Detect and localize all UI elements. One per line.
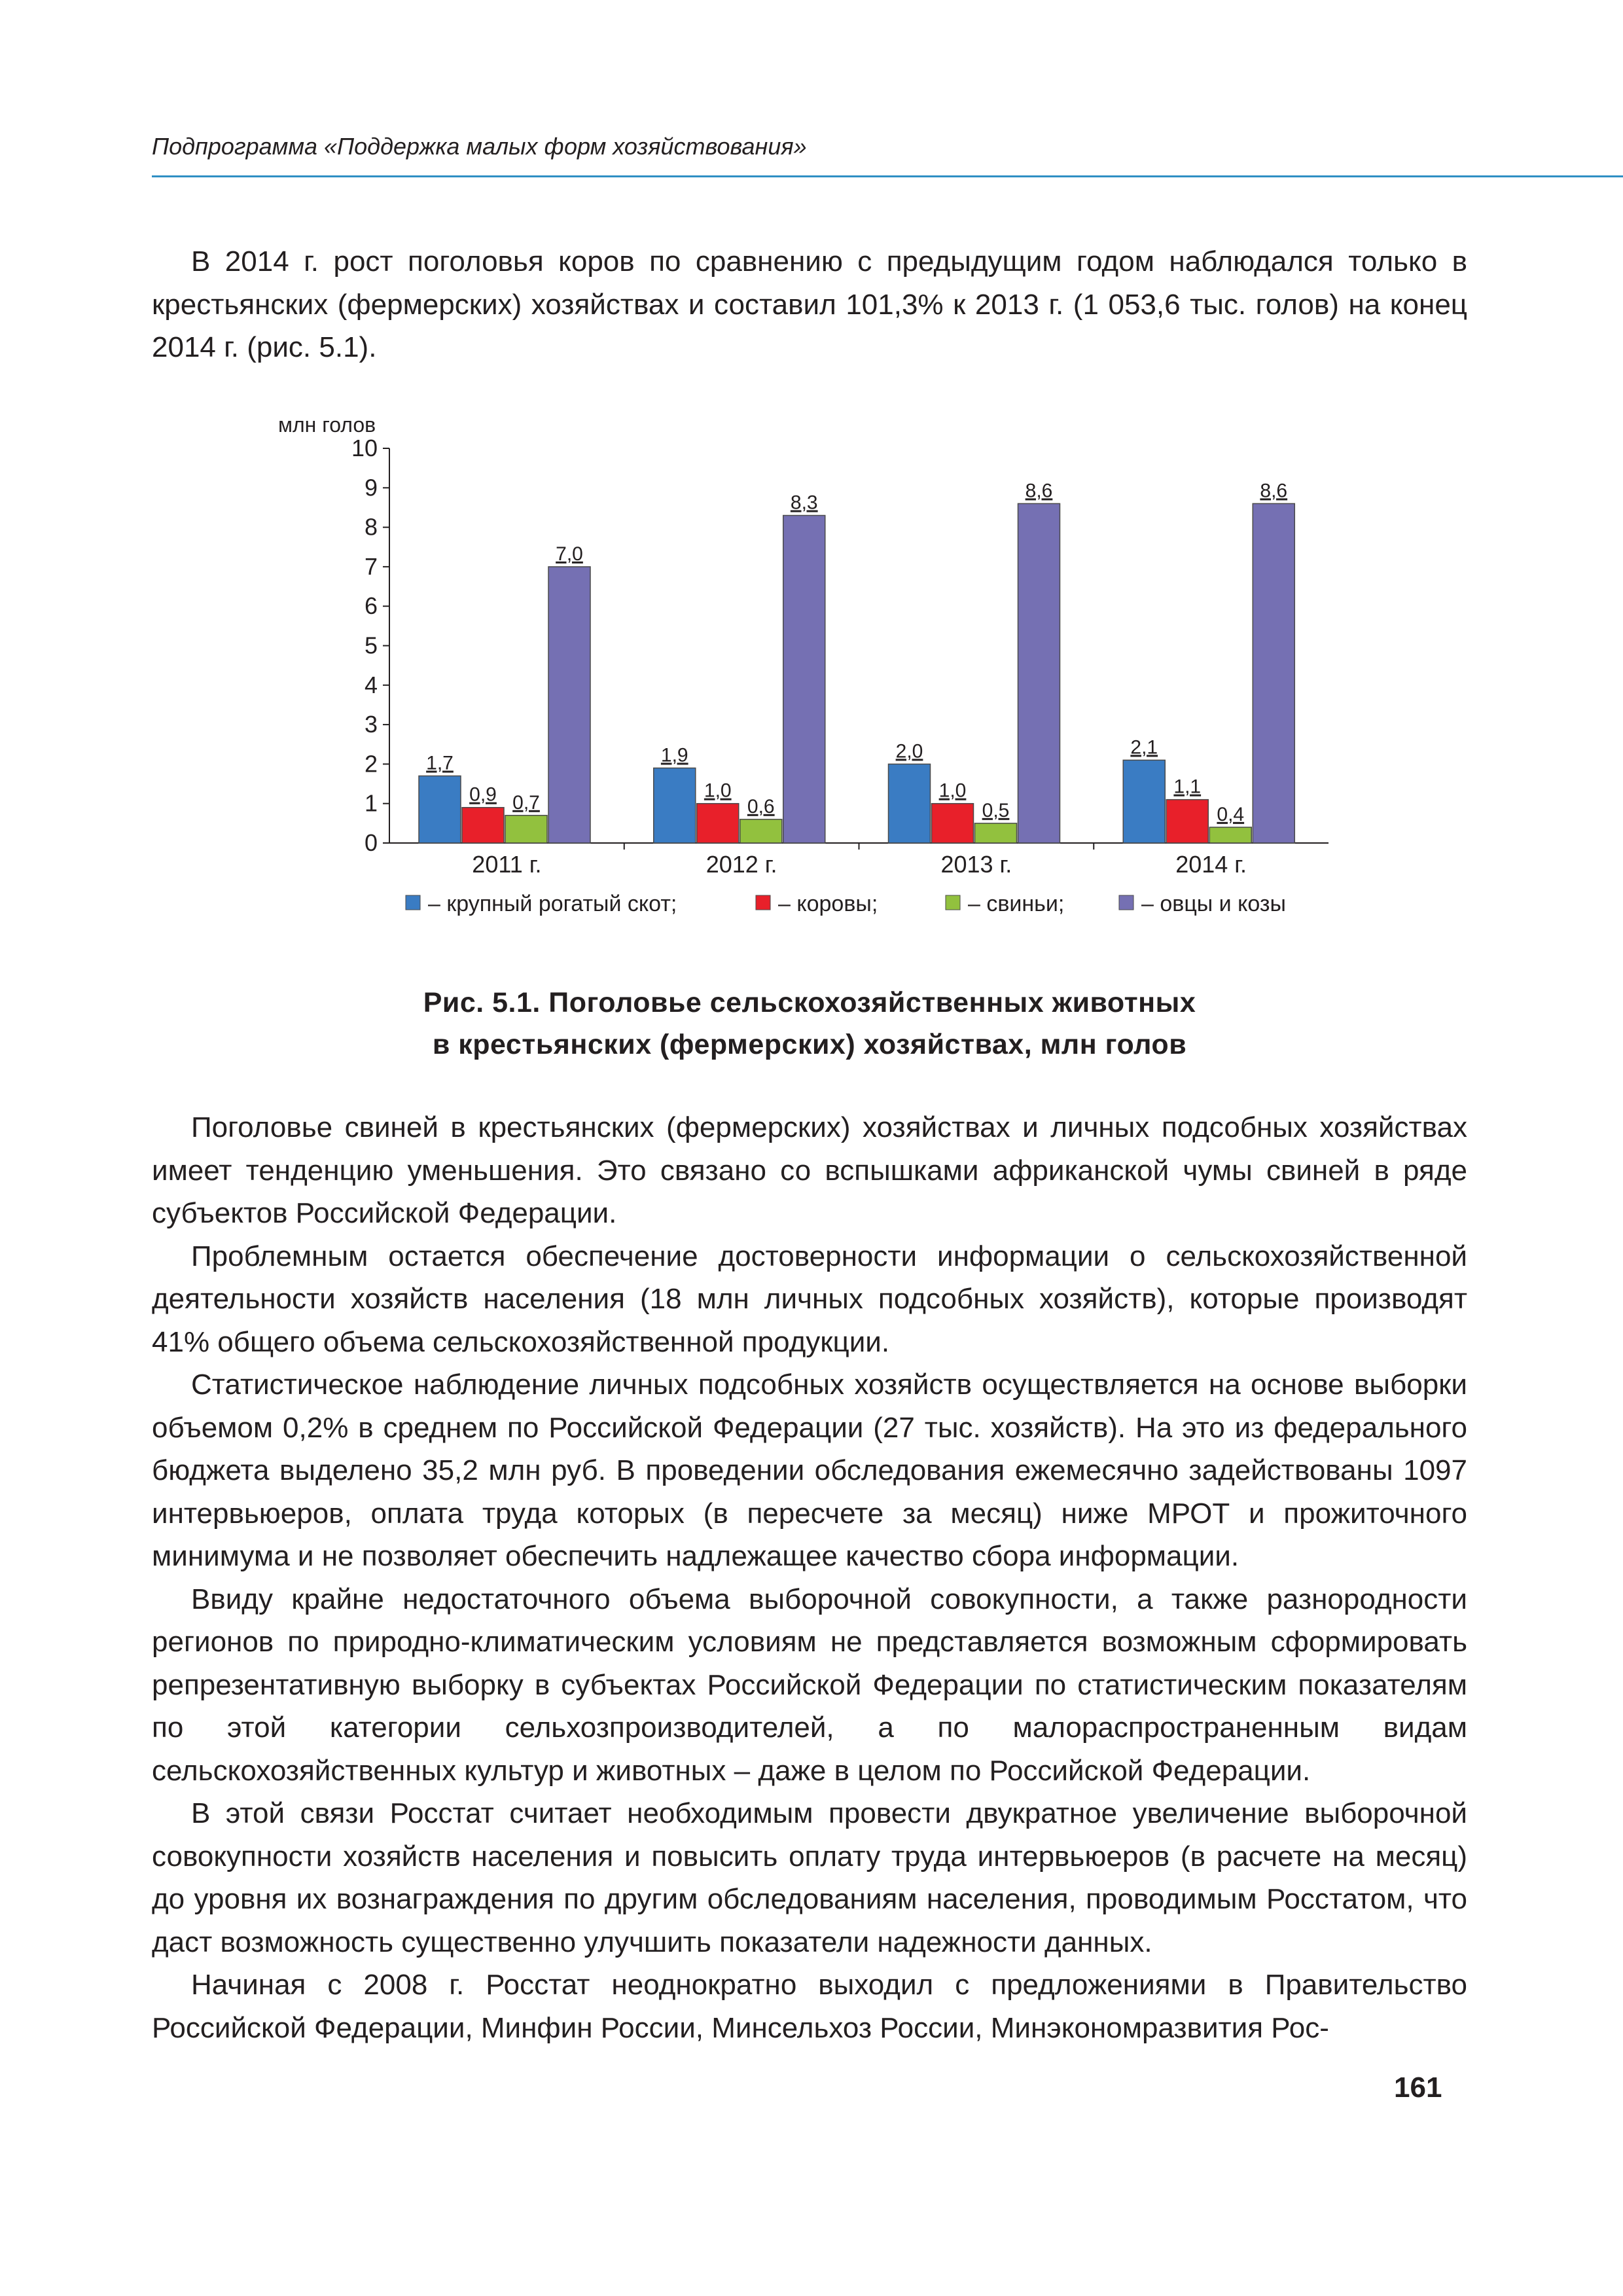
bar-value-label: 8,6: [1260, 480, 1288, 502]
bar: [740, 819, 782, 843]
legend-label: – крупный рогатый скот;: [428, 891, 677, 916]
bar-value-label: 0,7: [512, 791, 540, 814]
y-tick-label: 4: [364, 671, 378, 698]
page-number: 161: [1394, 2072, 1442, 2104]
body-text: [152, 1106, 1467, 2049]
bar: [1253, 503, 1294, 843]
bar: [462, 808, 504, 843]
caption-line-2: в крестьянских (фермерских) хозяйствах, млн голов: [432, 1029, 1187, 1060]
bar-value-label: 1,7: [426, 752, 454, 774]
bar: [548, 567, 590, 843]
bar: [1123, 760, 1165, 843]
bar: [419, 776, 461, 843]
bar: [697, 804, 739, 843]
bar-value-label: 1,9: [660, 744, 688, 766]
y-tick-label: 5: [364, 632, 378, 659]
x-category-label: 2012 г.: [705, 851, 777, 878]
intro-paragraph-block: [152, 240, 1467, 369]
x-category-label: 2011 г.: [472, 851, 542, 878]
intro-paragraph: В 2014 г. рост поголовья коров по сравнению с предыдущим годом наблюдался только в крестьянских (фермерских) хозяйствах и составил 101,3% к 2013 г. (1 053,6 тыс. голов) на конец 2014 г. (рис. 5.1).: [152, 245, 1467, 363]
bar: [783, 516, 825, 843]
y-tick-label: 6: [364, 592, 378, 620]
legend-swatch: [756, 895, 770, 910]
caption-line-1: Рис. 5.1. Поголовье сельскохозяйственных животных: [423, 987, 1196, 1018]
body-paragraph: Проблемным остается обеспечение достоверности информации о сельскохозяйственной деятельности хозяйств населения (18 млн личных подсобных хозяйств), которые производят 41% общего объема сельскохозяйственной продукции.: [152, 1240, 1467, 1358]
legend-label: – коровы;: [778, 891, 878, 916]
bar-value-label: 2,1: [1130, 736, 1158, 759]
figure-caption: [152, 982, 1467, 1066]
y-tick-label: 3: [364, 711, 378, 738]
body-paragraph: Статистическое наблюдение личных подсобных хозяйств осуществляется на основе выборки объемом 0,2% в среднем по Российской Федерации (27 тыс. хозяйств). На это из федерального бюджета выделено 35,2 млн руб. В проведении обследования ежемесячно задействованы 1097 интервьюеров, оплата труда которых (в пересчете за месяц) ниже МРОТ и прожиточного минимума и не позволяет обеспечить надлежащее качество сбора информации.: [152, 1369, 1467, 1572]
body-paragraph: В этой связи Росстат считает необходимым провести двукратное увеличение выборочной совокупности хозяйств населения и повысить оплату труда интервьюеров (в расчете на месяц) до уровня их вознаграждения по другим обследованиям населения, проводимым Росстатом, что даст возможность существенно улучшить показатели надежности данных.: [152, 1797, 1467, 1958]
y-tick-label: 7: [364, 552, 378, 580]
bar-value-label: 2,0: [895, 740, 923, 762]
running-header: Подпрограмма «Поддержка малых форм хозяйствования»: [152, 133, 807, 160]
y-tick-label: 1: [364, 789, 378, 817]
legend-label: – свиньи;: [968, 891, 1065, 916]
bar-value-label: 1,0: [704, 780, 732, 802]
y-tick-label: 9: [364, 474, 378, 501]
bar: [1209, 827, 1251, 843]
bar: [1166, 800, 1208, 843]
bar: [505, 816, 547, 843]
bar-value-label: 8,6: [1025, 480, 1053, 502]
legend-swatch: [406, 895, 420, 910]
y-axis-label: млн голов: [278, 413, 376, 437]
legend-swatch: [1119, 895, 1133, 910]
bar: [889, 764, 931, 843]
y-tick-label: 0: [364, 829, 378, 856]
bar: [1018, 503, 1060, 843]
body-paragraph: Начиная с 2008 г. Росстат неоднократно выходил с предложениями в Правительство Российской Федерации, Минфин России, Минсельхоз России, Минэкономразвития Рос-: [152, 1969, 1467, 2044]
bar-value-label: 7,0: [556, 543, 583, 565]
bar-value-label: 0,9: [469, 783, 497, 806]
chart-canvas: [262, 399, 1335, 936]
bar-value-label: 8,3: [790, 492, 818, 514]
body-paragraph: Ввиду крайне недостаточного объема выборочной совокупности, а также разнородности регионов по природно-климатическим условиям не представляется возможным сформировать репрезентативную выборку в субъектах Российской Федерации по статистическим показателям по этой категории сельхозпроизводителей, а по малораспространенным видам сельскохозяйственных культур и животных – даже в целом по Российской Федерации.: [152, 1583, 1467, 1787]
y-tick-label: 2: [364, 750, 378, 778]
legend-label: – овцы и козы: [1141, 891, 1286, 916]
bar-value-label: 1,1: [1173, 776, 1202, 798]
y-tick-label: 10: [351, 435, 378, 461]
y-tick-label: 8: [364, 513, 378, 541]
body-paragraph: Поголовье свиней в крестьянских (фермерских) хозяйствах и личных подсобных хозяйствах имеет тенденцию уменьшения. Это связано со вспышками африканской чумы свиней в ряде субъектов Российской Федерации.: [152, 1111, 1467, 1229]
bar-value-label: 1,0: [938, 780, 967, 802]
x-category-label: 2014 г.: [1175, 851, 1247, 878]
livestock-bar-chart: [262, 399, 1335, 936]
bar: [975, 823, 1017, 843]
x-category-label: 2013 г.: [940, 851, 1012, 878]
bar: [932, 804, 974, 843]
legend-swatch: [946, 895, 960, 910]
header-rule: [152, 175, 1623, 177]
bar-value-label: 0,5: [982, 799, 1010, 821]
bar-value-label: 0,4: [1217, 803, 1245, 825]
bar: [654, 768, 696, 843]
bar-value-label: 0,6: [747, 795, 775, 817]
